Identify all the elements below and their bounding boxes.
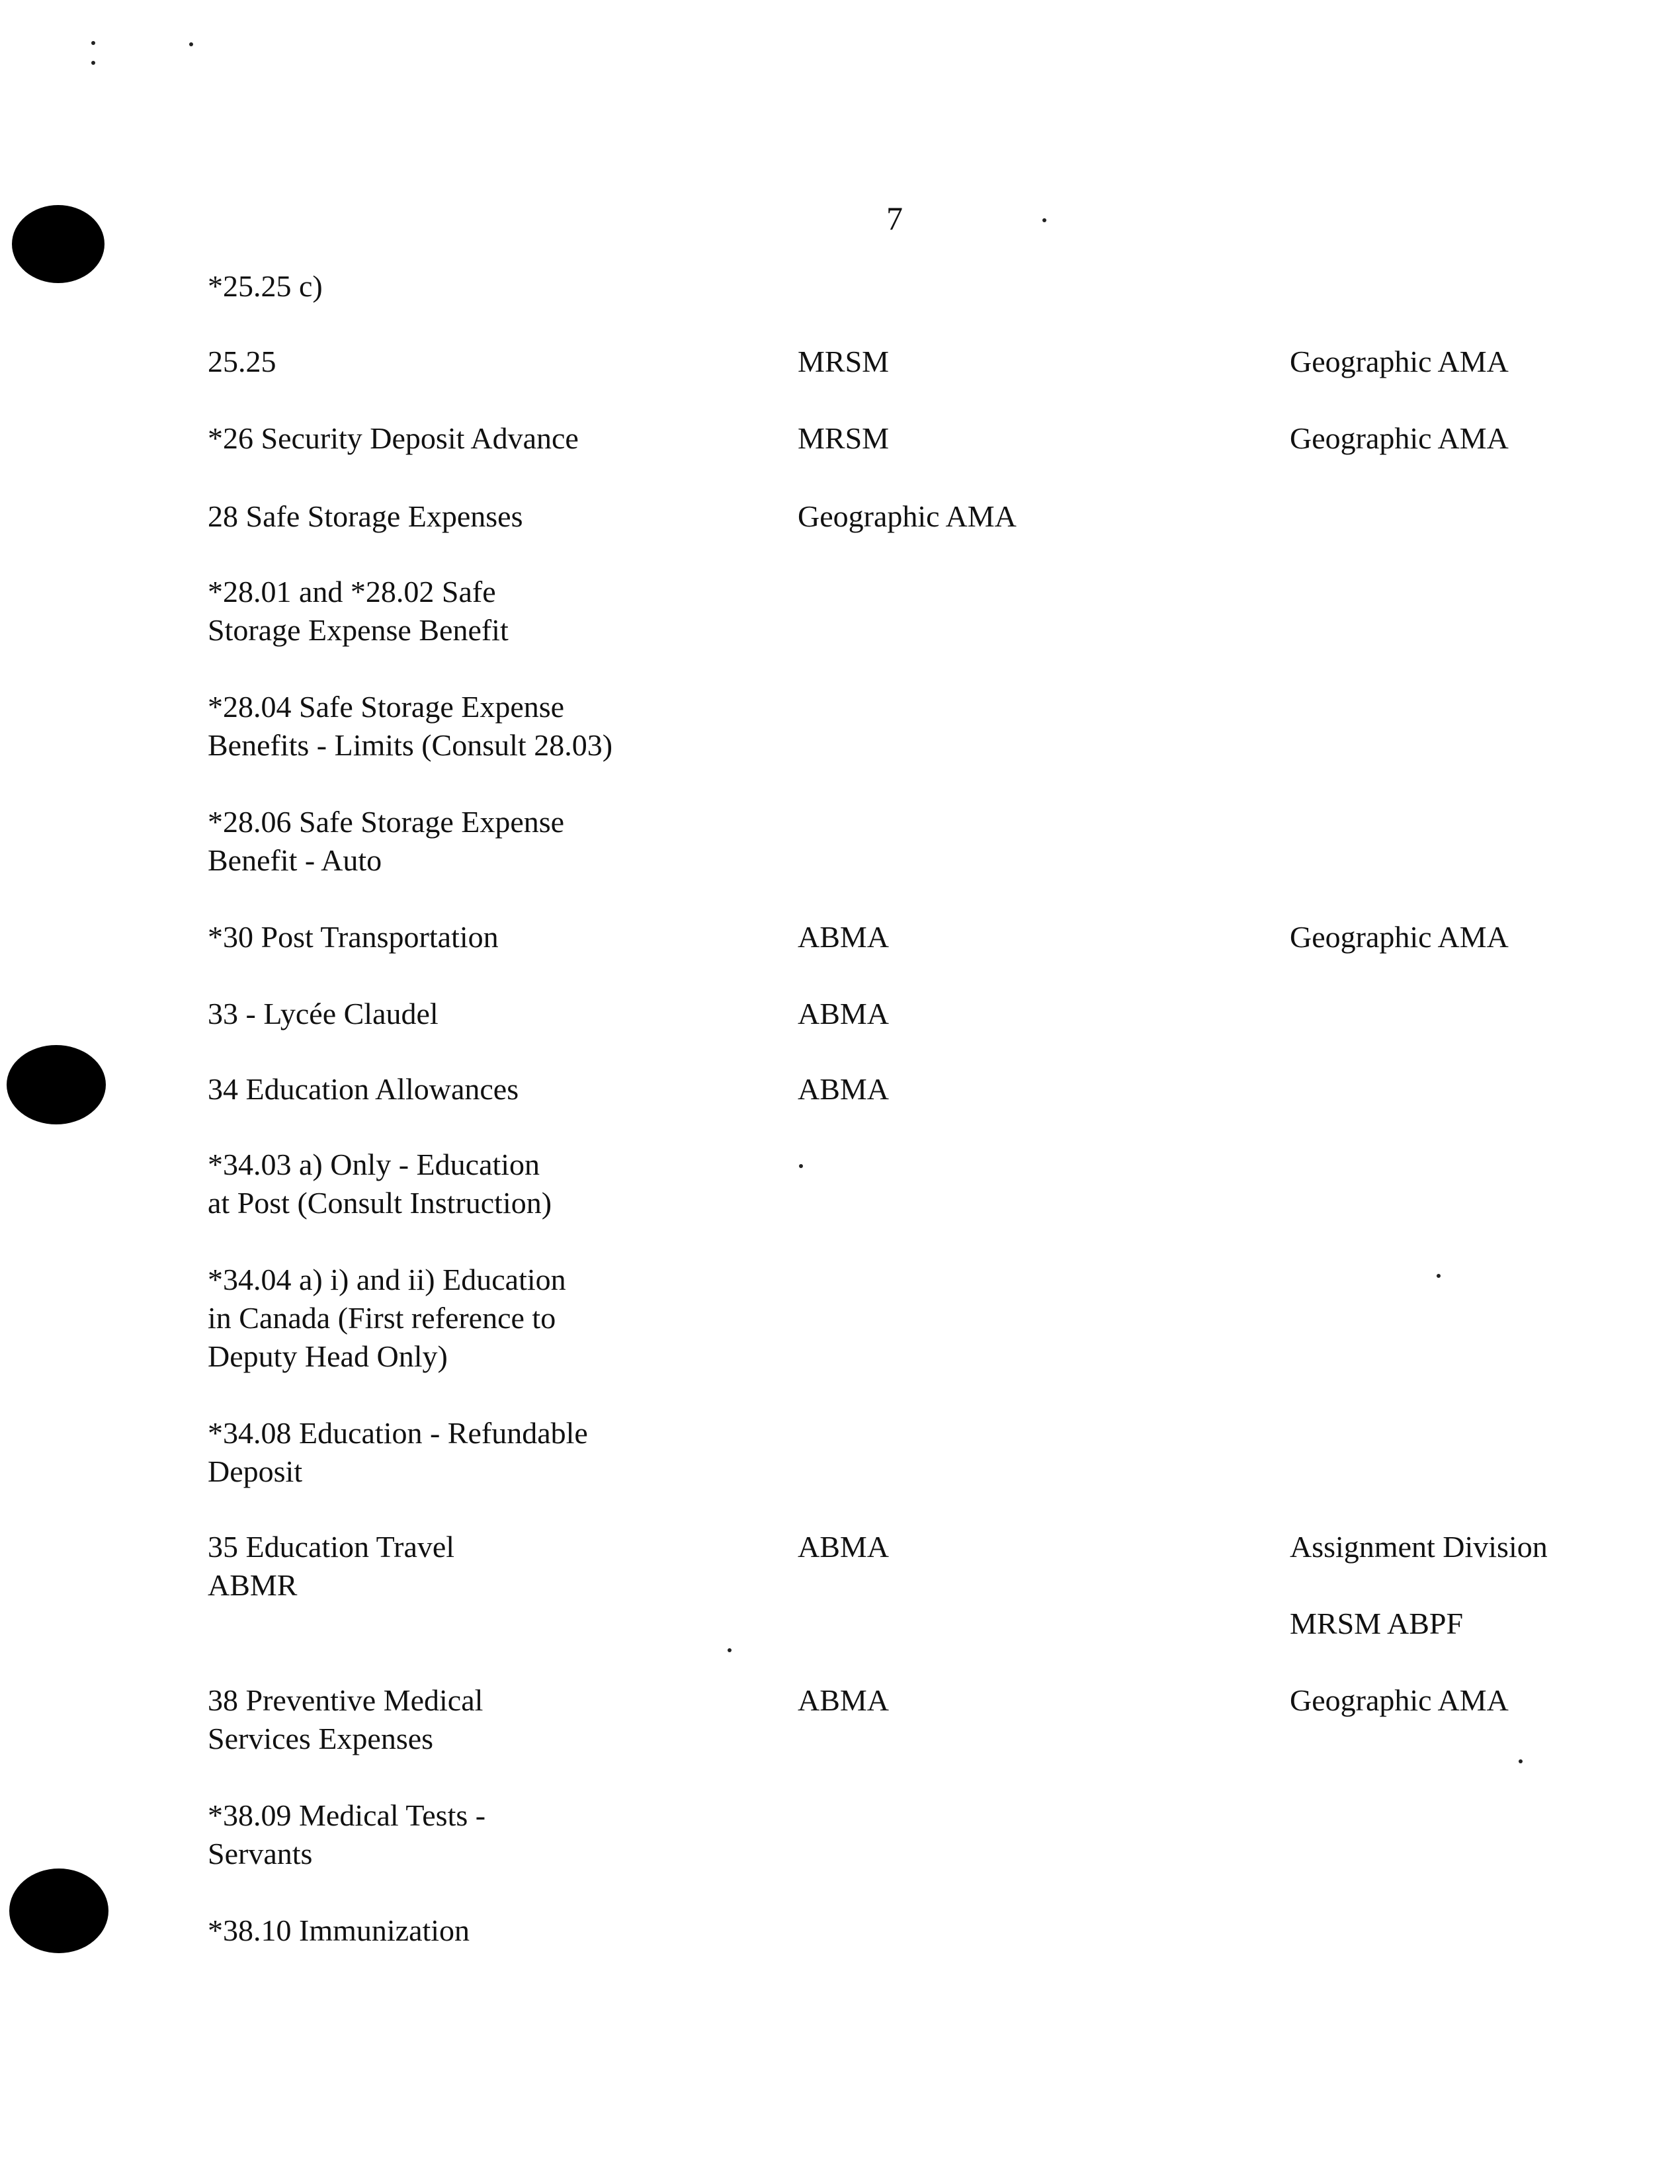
- entry-authority: Geographic AMA: [798, 499, 1017, 533]
- scan-speck: [189, 42, 193, 46]
- scan-speck: [1519, 1759, 1523, 1763]
- entry-consult: Geographic AMA: [1290, 421, 1509, 455]
- entry-reference: *28.01 and *28.02 Safe Storage Expense Benefit: [208, 575, 509, 647]
- punch-hole-bottom: [9, 1869, 108, 1953]
- entry-authority: ABMA: [798, 920, 890, 954]
- entry-authority: ABMA: [798, 1683, 890, 1717]
- scan-speck: [91, 41, 95, 45]
- scan-speck: [799, 1164, 803, 1168]
- scan-speck: [91, 61, 95, 65]
- entry-reference: *38.10 Immunization: [208, 1913, 470, 1947]
- scan-speck: [728, 1648, 732, 1652]
- entry-reference: 38 Preventive Medical Services Expenses: [208, 1683, 483, 1755]
- entry-reference: *25.25 c): [208, 269, 323, 303]
- entry-reference: 28 Safe Storage Expenses: [208, 499, 523, 533]
- entry-reference: *26 Security Deposit Advance: [208, 421, 579, 455]
- scan-speck: [1042, 218, 1046, 222]
- entry-reference: 33 - Lycée Claudel: [208, 997, 439, 1030]
- entry-reference: *34.03 a) Only - Education at Post (Consult Instruction): [208, 1148, 552, 1220]
- entry-reference: *28.06 Safe Storage Expense Benefit - Auto: [208, 805, 565, 877]
- entry-reference: 25.25: [208, 345, 276, 378]
- entry-authority: ABMA: [798, 1072, 890, 1106]
- punch-hole-middle: [7, 1045, 106, 1124]
- entry-reference: *30 Post Transportation: [208, 920, 499, 954]
- entry-consult: Geographic AMA: [1290, 345, 1509, 378]
- punch-hole-top: [12, 205, 105, 283]
- page-number: 7: [886, 200, 903, 237]
- entry-authority: ABMA: [798, 1530, 890, 1564]
- entry-reference: *34.04 a) i) and ii) Education in Canada (First reference to Deputy Head Only): [208, 1263, 566, 1373]
- entry-reference: 34 Education Allowances: [208, 1072, 519, 1106]
- entry-authority: MRSM: [798, 421, 890, 455]
- entry-consult: Geographic AMA: [1290, 920, 1509, 954]
- entry-consult: MRSM ABPF: [1290, 1607, 1464, 1640]
- entry-authority: MRSM: [798, 345, 890, 378]
- entry-authority: ABMA: [798, 997, 890, 1030]
- entry-consult: Assignment Division: [1290, 1530, 1548, 1564]
- entry-reference: *34.08 Education - Refundable Deposit: [208, 1416, 588, 1488]
- entry-reference: *28.04 Safe Storage Expense Benefits - Limits (Consult 28.03): [208, 690, 613, 762]
- scan-speck: [1437, 1274, 1441, 1278]
- entry-reference: 35 Education Travel ABMR: [208, 1530, 455, 1602]
- entry-reference: *38.09 Medical Tests - Servants: [208, 1798, 486, 1870]
- entry-consult: Geographic AMA: [1290, 1683, 1509, 1717]
